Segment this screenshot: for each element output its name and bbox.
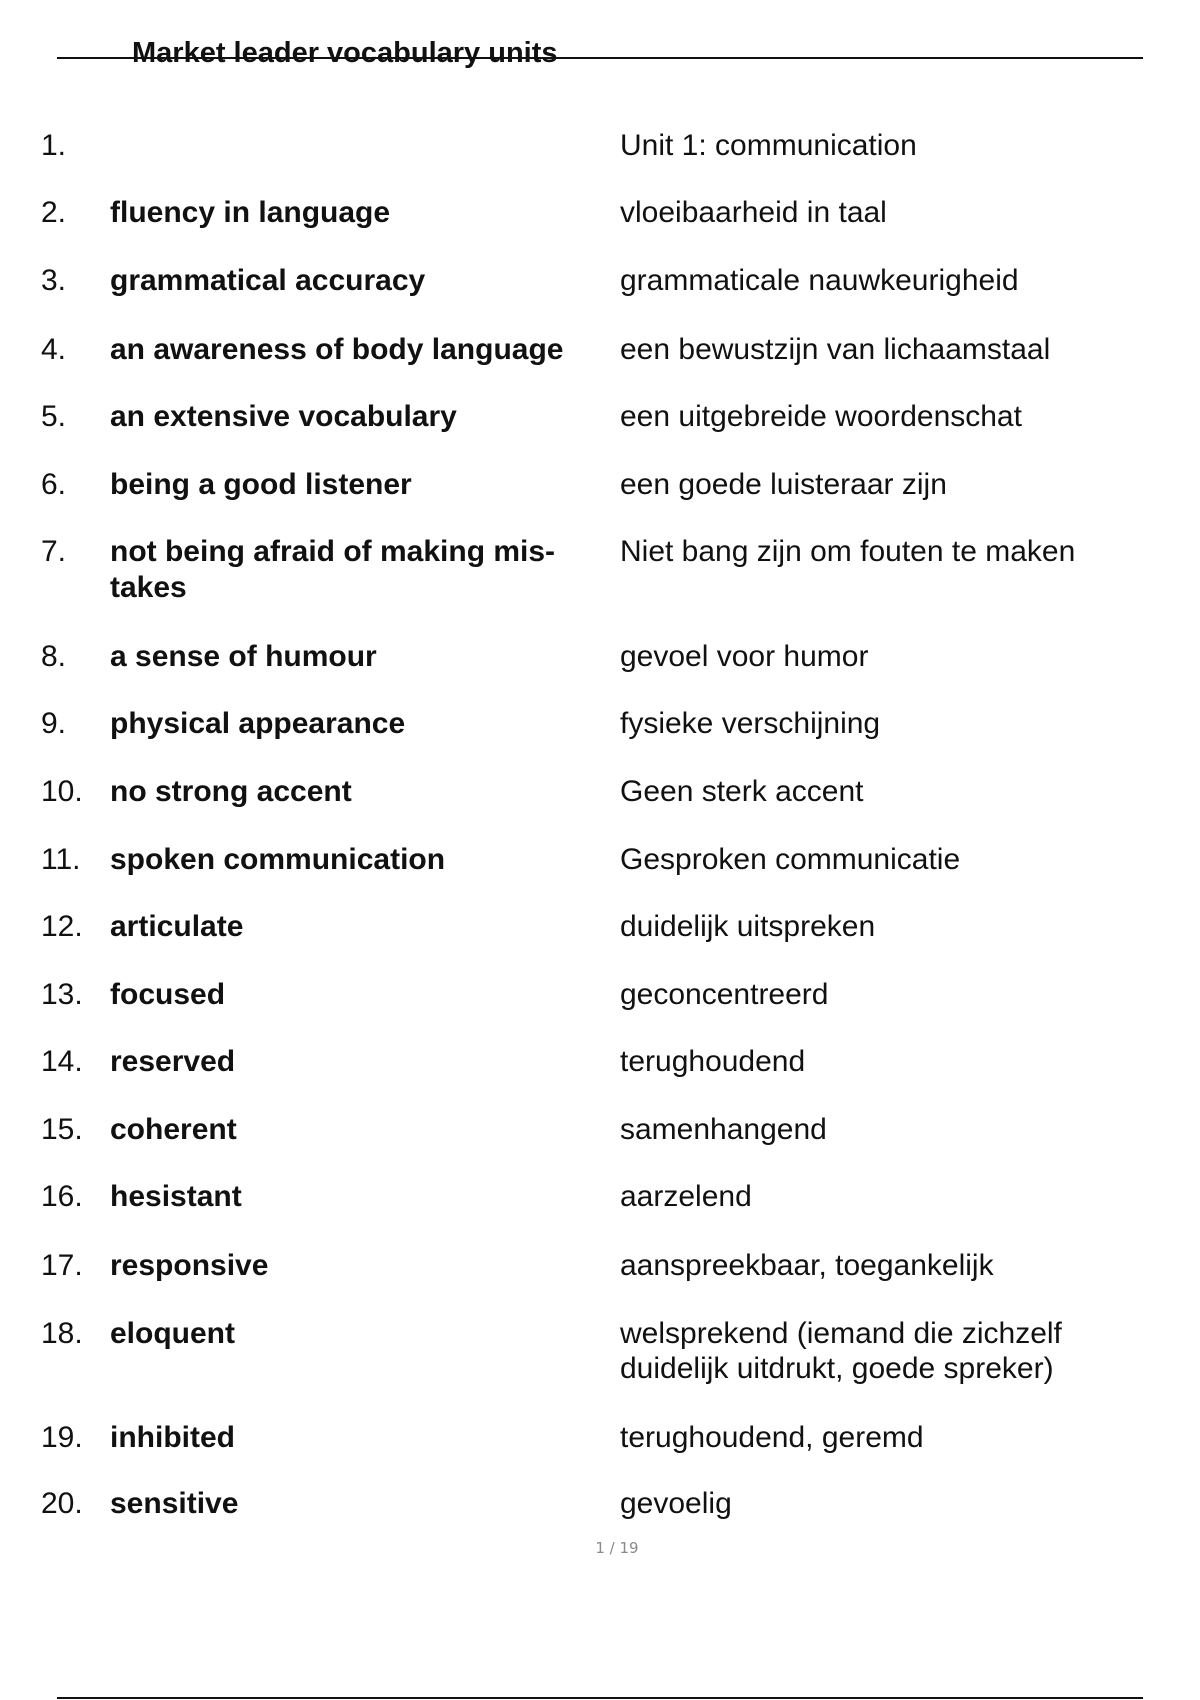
entry-number: 15.	[41, 1113, 83, 1146]
entry-number: 1.	[41, 129, 67, 162]
dutch-translation: samenhangend	[620, 1113, 827, 1146]
dutch-translation: Unit 1: communication	[620, 129, 917, 162]
dutch-translation: een goede luisteraar zijn	[620, 468, 947, 501]
entry-number: 16.	[41, 1180, 83, 1213]
entry-number: 5.	[41, 400, 67, 433]
entry-number: 9.	[41, 707, 67, 740]
english-term: articulate	[110, 910, 244, 943]
entry-number: 4.	[41, 333, 67, 366]
entry-number: 6.	[41, 468, 67, 501]
footer-rule	[57, 1697, 1143, 1699]
english-term: an extensive vocabulary	[110, 400, 457, 433]
dutch-translation: aanspreekbaar, toegankelijk	[620, 1249, 994, 1282]
english-term: reserved	[110, 1045, 236, 1078]
dutch-translation: Gesproken communicatie	[620, 843, 961, 876]
entry-number: 14.	[41, 1045, 83, 1078]
dutch-translation: Geen sterk accent	[620, 775, 864, 808]
dutch-translation: Niet bang zijn om fouten te maken	[620, 535, 1076, 568]
entry-number: 19.	[41, 1421, 83, 1454]
dutch-translation: duidelijk uitspreken	[620, 910, 876, 943]
english-term: coherent	[110, 1113, 237, 1146]
english-term: being a good listener	[110, 468, 412, 501]
dutch-translation: vloeibaarheid in taal	[620, 196, 887, 229]
english-term: no strong accent	[110, 775, 352, 808]
dutch-translation: fysieke verschijning	[620, 707, 881, 740]
entry-number: 10.	[41, 775, 83, 808]
english-term: grammatical accuracy	[110, 264, 426, 297]
english-term: responsive	[110, 1249, 269, 1282]
dutch-translation: welsprekend (iemand die zichzelf duidelijk uitdrukt, goede spreker)	[620, 1317, 1062, 1385]
english-term: spoken communication	[110, 843, 446, 876]
page-number-indicator: 1 / 19	[595, 1539, 639, 1557]
dutch-translation: een uitgebreide woordenschat	[620, 400, 1022, 433]
dutch-translation: een bewustzijn van lichaamstaal	[620, 333, 1051, 366]
document-title: Market leader vocabulary units	[132, 37, 558, 69]
dutch-translation: terughoudend, geremd	[620, 1421, 924, 1454]
dutch-translation: terughoudend	[620, 1045, 806, 1078]
entry-number: 12.	[41, 910, 83, 943]
english-term: a sense of humour	[110, 640, 377, 673]
entry-number: 8.	[41, 640, 67, 673]
entry-number: 13.	[41, 978, 83, 1011]
dutch-translation: gevoelig	[620, 1487, 732, 1520]
dutch-translation: aarzelend	[620, 1180, 752, 1213]
english-term: eloquent	[110, 1317, 235, 1350]
english-term: an awareness of body language	[110, 333, 564, 366]
dutch-translation: grammaticale nauwkeurigheid	[620, 264, 1019, 297]
entry-number: 17.	[41, 1249, 83, 1282]
entry-number: 18.	[41, 1317, 83, 1350]
entry-number: 3.	[41, 264, 67, 297]
english-term: not being afraid of making mis- takes	[110, 535, 556, 604]
english-term: fluency in language	[110, 196, 391, 229]
entry-number: 2.	[41, 196, 67, 229]
dutch-translation: gevoel voor humor	[620, 640, 869, 673]
entry-number: 7.	[41, 535, 67, 568]
entry-number: 11.	[41, 843, 81, 876]
english-term: physical appearance	[110, 707, 406, 740]
dutch-translation: geconcentreerd	[620, 978, 829, 1011]
english-term: sensitive	[110, 1487, 239, 1520]
entry-number: 20.	[41, 1487, 83, 1520]
english-term: inhibited	[110, 1421, 235, 1454]
english-term: focused	[110, 978, 226, 1011]
english-term: hesistant	[110, 1180, 242, 1213]
